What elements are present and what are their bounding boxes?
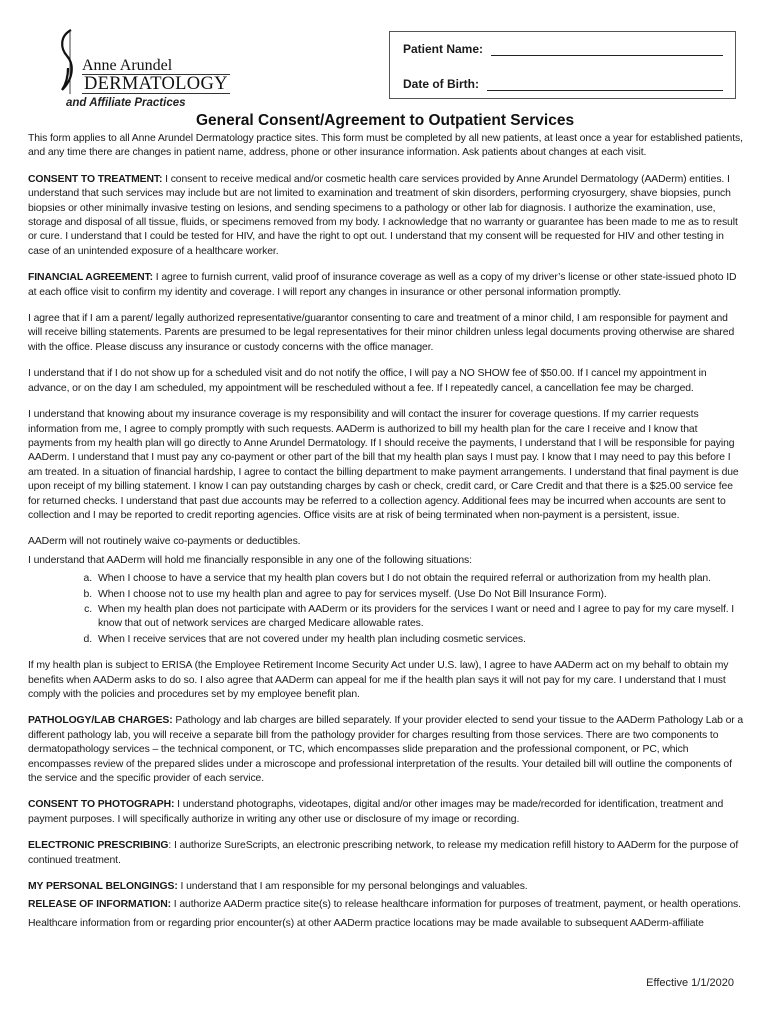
effective-date: Effective 1/1/2020 [646, 977, 734, 989]
section-heading: FINANCIAL AGREEMENT: [28, 272, 153, 284]
patient-info-box [389, 31, 736, 99]
logo-subtitle: DERMATOLOGY [84, 74, 228, 94]
no-show-paragraph: I understand that if I do not show up for a scheduled visit and do not notify the office, I will pay a NO SHOW fee of $50.00. If I cancel my appointment in advance, or on the day I am scheduled, my appointment will be rescheduled without a fee. If I repeatedly cancel, a cancellation fee may be charged. [28, 368, 707, 394]
list-item [28, 633, 744, 647]
section-text: I authorize AADerm practice site(s) to release healthcare information for purposes of treatment, payment, or health operations. [170, 899, 741, 911]
financial-agreement-section [28, 271, 744, 300]
section-text: I understand that I am responsible for my personal belongings and valuables. [177, 881, 528, 893]
patient-name-row [403, 40, 723, 56]
section-text: I consent to receive medical and/or cosmetic health care services provided by Anne Arundel Dermatology (AADerm) entities. I understand that such services may include but are not limited to examination and treatment of skin disorders, performing cryosurgery, shave biopsies, punch biopsies or other minimally invasive testing on lesions, and sending specimens to a pathology or other lab for diagnosis. I authorize the examination, use, storage and disposal of all tissue, fluids, or specimens removed from my body. I acknowledge that no warranty or guarantee has been made to me as to result or cure. I understand that I could be tested for HIV, and have the right to opt out. I understand that my consent will be requested for HIV and other testing in case of an unintended exposure of a healthcare worker. [28, 173, 738, 257]
patient-name-field[interactable] [491, 43, 723, 56]
section-text: : I authorize SureScripts, an electronic prescribing network, to release my medication refill history to AADerm for the purpose of continued treatment. [28, 840, 739, 866]
belongings-section [28, 880, 744, 894]
healthcare-info-paragraph: Healthcare information from or regarding prior encounter(s) at other AADerm practice locations may be made available to subsequent AADerm-affiliate [28, 917, 704, 929]
list-item [28, 603, 744, 632]
patient-name-label: Patient Name: [403, 42, 484, 56]
list-text: When I receive services that are not covered under my health plan including cosmetic services. [98, 633, 526, 645]
list-item [28, 588, 744, 602]
pathology-section [28, 714, 744, 786]
section-heading: MY PERSONAL BELONGINGS: [28, 881, 178, 893]
section-heading: PATHOLOGY/LAB CHARGES: [28, 715, 173, 727]
section-heading: CONSENT TO TREATMENT: [28, 173, 163, 185]
insurance-paragraph: I understand that knowing about my insurance coverage is my responsibility and will contact the insurer for coverage questions. If my carrier requests information from me, I agree to comply promptly with such requests. AADerm is authorized to bill my health plan for the care I receive and I know that payments from my health plan will go directly to Anne Arundel Dermatology. If I should receive the payments, I understand that I will be responsible for paying AADerm. I understand that I must pay any co-payment or other part of the bill that my health plan says I must pay. I know that I may need to pay this before I am treated. In a situation of financial hardship, I agree to contact the billing department to make payment arrangements. I understand that final payment is due upon receipt of my billing statement. I know I can pay outstanding charges by cash or check, credit card, or Care Credit and that there is a $25.00 service fee for returned checks. I understand that past due accounts may be referred to a collection agency. Additional fees may be incurred when accounts are sent to collection and I may be reported to credit reporting agencies. Office visits are at risk of being terminated when non-payment is a persistent, issue. [28, 409, 739, 521]
logo-name: Anne Arundel [82, 57, 173, 74]
list-text: When I choose not to use my health plan and agree to pay for services myself. (Use Do Not Bill Insurance Form). [98, 588, 607, 600]
consent-body [28, 132, 744, 943]
consent-treatment-section [28, 173, 744, 259]
section-text: I agree to furnish current, valid proof of insurance coverage as well as a copy of my driver’s license or other state-issued photo ID at each office visit to confirm my identity and coverage. I will report any changes in insurance or other personal information promptly. [28, 272, 737, 298]
minor-child-paragraph: I agree that if I am a parent/ legally authorized representative/guarantor consenting to care and treatment of a minor child, I am responsible for payment and will receive billing statements. Parents are presumed to be legal representatives for their minor children unless legal documents proving otherwise are shared with the office. Please discuss any insurance or custody concerns with the office manager. [28, 313, 735, 353]
logo-mark-icon [56, 28, 78, 98]
page-title: General Consent/Agreement to Outpatient Services [195, 112, 575, 129]
list-text: When I choose to have a service that my health plan covers but I do not obtain the required referral or authorization from my health plan. [98, 573, 711, 585]
situations-list [28, 572, 744, 647]
erisa-paragraph: If my health plan is subject to ERISA (the Employee Retirement Income Security Act under U.S. law), I agree to have AADerm act on my behalf to obtain my benefits when AADerm asks to do so. I also agree that AADerm can appeal for me if the health plan says it will not pay for my care. I understand that I must comply with the policies and procedures set by my employee benefit plan. [28, 660, 729, 700]
list-marker: b. [83, 588, 92, 600]
list-text: When my health plan does not participate with AADerm or its providers for the services I want or need and I agree to pay for my care myself. I know that out of network services are charged Medicare allowable rates. [98, 603, 735, 630]
intro-paragraph: This form applies to all Anne Arundel Dermatology practice sites. This form must be completed by all new patients, at least once a year for established patients, and any time there are changes in patient name, address, phone or other insurance information. Ask patients about changes at each visit. [28, 133, 743, 159]
list-marker: d. [83, 633, 92, 645]
responsible-paragraph: I understand that AADerm will hold me financially responsible in any one of the following situations: [28, 554, 472, 566]
practice-logo [56, 28, 226, 112]
section-text: Pathology and lab charges are billed separately. If your provider elected to send your tissue to the AADerm Pathology Lab or a different pathology lab, you will receive a separate bill from the pathology provider for charges resulting from those services. There are two components to dermatopathology services – the technical component, or TC, which encompasses slide preparation and the professional component, or PC, which encompasses review of the prepared slides under a microscope and professional interpretation of the results. Your detailed bill will outline the components of the service and the specific provider of each service. [28, 715, 744, 785]
release-section [28, 898, 744, 912]
section-heading: ELECTRONIC PRESCRIBING [28, 840, 169, 852]
e-prescribing-section [28, 839, 744, 868]
date-of-birth-row [403, 75, 723, 91]
date-of-birth-field[interactable] [487, 78, 723, 91]
logo-affiliates: and Affiliate Practices [66, 97, 186, 109]
photograph-section [28, 798, 744, 827]
section-heading: CONSENT TO PHOTOGRAPH: [28, 799, 175, 811]
section-heading: RELEASE OF INFORMATION: [28, 899, 171, 911]
list-item [28, 572, 744, 586]
list-marker: a. [83, 573, 92, 585]
list-marker: c. [84, 603, 92, 615]
date-of-birth-label: Date of Birth: [403, 77, 479, 91]
section-text: I understand photographs, videotapes, digital and/or other images may be made/recorded for identification, treatment and payment purposes. I will specifically authorize in writing any other use or disclosure of my image or recording. [28, 799, 724, 825]
waive-paragraph: AADerm will not routinely waive co-payments or deductibles. [28, 536, 301, 548]
